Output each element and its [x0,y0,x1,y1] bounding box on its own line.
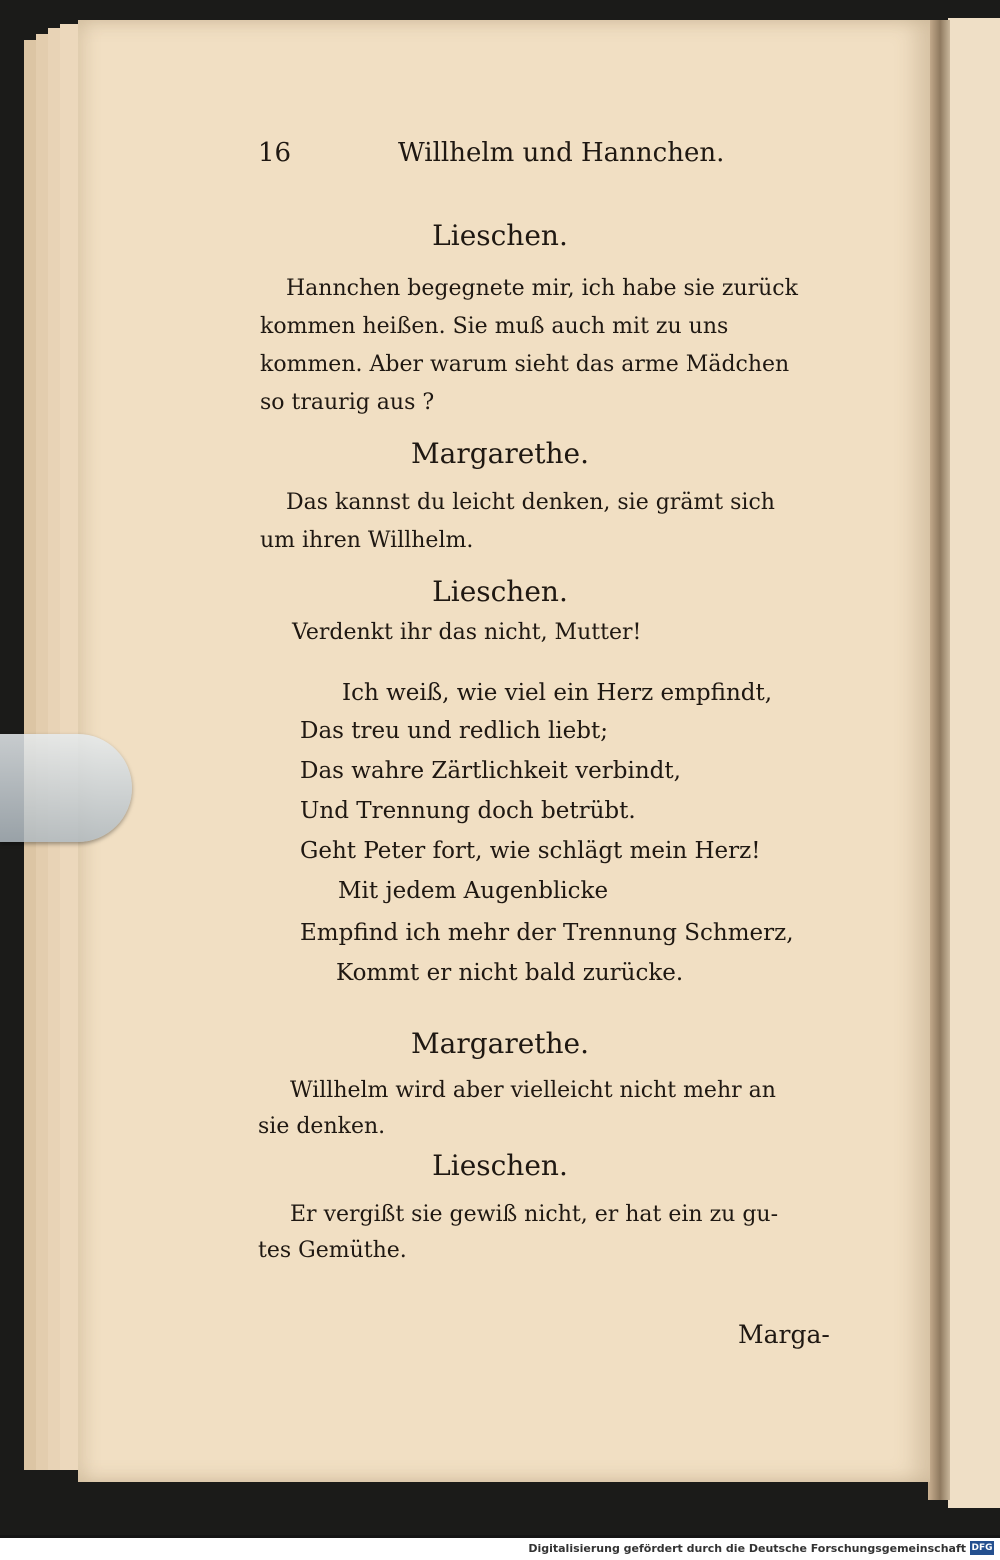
text-line: Das kannst du leicht denken, sie grämt sich [286,490,775,515]
dfg-logo-icon: DFG [971,1543,993,1553]
verse-line: Empfind ich mehr der Trennung Schmerz, [300,920,794,946]
speaker-heading: Margarethe. [410,437,590,470]
speaker-heading: Margarethe. [410,1027,590,1060]
verse-line: Kommt er nicht bald zurücke. [336,960,684,986]
catchword: Marga- [738,1320,830,1349]
text-line: kommen. Aber warum sieht das arme Mädchen [260,352,790,377]
verse-line: Mit jedem Augenblicke [338,878,609,904]
speaker-heading: Lieschen. [432,1149,568,1182]
text-line: sie denken. [258,1114,386,1139]
page-clip [0,734,132,842]
footer-bar [0,1538,1000,1560]
page-number: 16 [258,138,292,168]
speaker-heading: Lieschen. [432,219,568,252]
text-line: Willhelm wird aber vielleicht nicht mehr an [290,1078,776,1103]
footer-credit: Digitalisierung gefördert durch die Deutsche Forschungsgemeinschaft [528,1542,966,1555]
text-line: Er vergißt sie gewiß nicht, er hat ein zu gu- [290,1202,779,1227]
verse-line: Und Trennung doch betrübt. [300,798,636,824]
text-line: tes Gemüthe. [258,1238,407,1263]
speaker-heading: Lieschen. [432,575,568,608]
text-line: um ihren Willhelm. [260,528,474,553]
verse-line: Geht Peter fort, wie schlägt mein Herz! [300,838,761,864]
verse-line: Das treu und redlich liebt; [300,718,608,744]
text-line: Hannchen begegnete mir, ich habe sie zurück [286,276,798,301]
text-line: so traurig aus ? [260,390,435,415]
running-title: Willhelm und Hannchen. [398,138,725,168]
text-line: Verdenkt ihr das nicht, Mutter! [292,620,642,645]
text-line: kommen heißen. Sie muß auch mit zu uns [260,314,729,339]
verse-line: Ich weiß, wie viel ein Herz empfindt, [342,680,773,706]
verse-line: Das wahre Zärtlichkeit verbindt, [300,758,681,784]
